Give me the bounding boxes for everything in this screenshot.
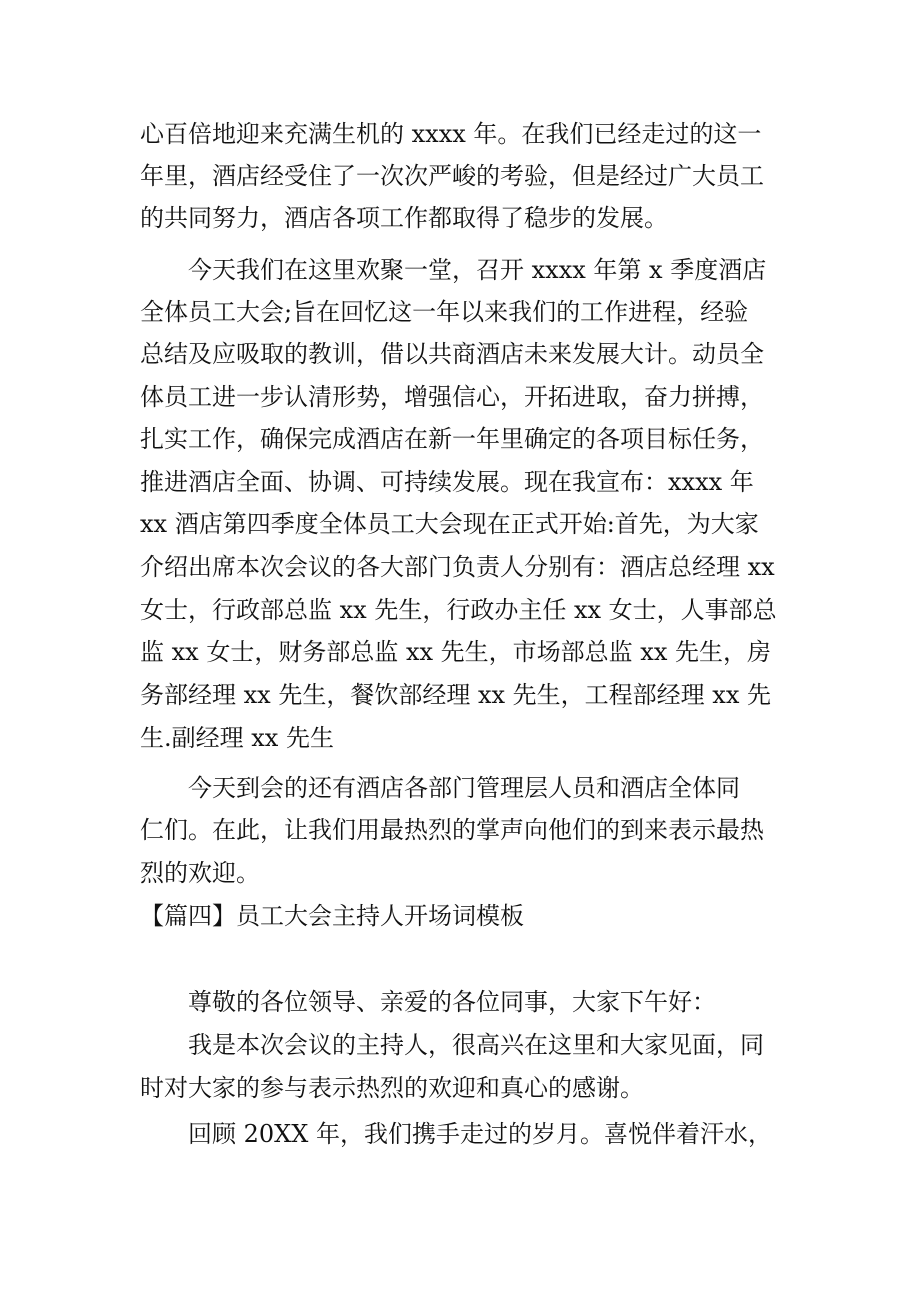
paragraph-3-line-1: 今天到会的还有酒店各部门管理层人员和酒店全体同 bbox=[188, 774, 740, 802]
paragraph-3-line-3: 烈的欢迎。 bbox=[140, 859, 260, 887]
paragraph-2-line-9: 女士，行政部总监 xx 先生，行政办主任 xx 女士，人事部总 bbox=[140, 596, 777, 624]
paragraph-2-line-3: 总结及应吸取的教训，借以共商酒店未来发展大计。动员全 bbox=[140, 340, 764, 368]
paragraph-1-line-3: 的共同努力，酒店各项工作都取得了稳步的发展。 bbox=[140, 204, 668, 232]
section-heading: 【篇四】员工大会主持人开场词模板 bbox=[140, 902, 524, 930]
paragraph-5-line-1: 回顾 20XX 年，我们携手走过的岁月。喜悦伴着汗水， bbox=[188, 1120, 772, 1148]
paragraph-2-line-11: 务部经理 xx 先生，餐饮部经理 xx 先生，工程部经理 xx 先 bbox=[140, 681, 771, 709]
paragraph-2-line-7: xx 酒店第四季度全体员工大会现在正式开始:首先，为大家 bbox=[140, 510, 759, 538]
paragraph-2-line-12: 生.副经理 xx 先生 bbox=[140, 724, 334, 752]
paragraph-2-line-6: 推进酒店全面、协调、可持续发展。现在我宣布：xxxx 年 bbox=[140, 468, 754, 496]
paragraph-3-line-2: 仁们。在此，让我们用最热烈的掌声向他们的到来表示最热 bbox=[140, 816, 764, 844]
paragraph-2-line-8: 介绍出席本次会议的各大部门负责人分别有：酒店总经理 xx bbox=[140, 553, 775, 581]
paragraph-2-line-10: 监 xx 女士，财务部总监 xx 先生，市场部总监 xx 先生，房 bbox=[140, 638, 771, 666]
paragraph-2-line-1: 今天我们在这里欢聚一堂，召开 xxxx 年第 x 季度酒店 bbox=[188, 256, 767, 284]
greeting: 尊敬的各位领导、亲爱的各位同事，大家下午好： bbox=[188, 988, 716, 1016]
paragraph-1-line-2: 年里，酒店经受住了一次次严峻的考验，但是经过广大员工 bbox=[140, 162, 764, 190]
paragraph-4-line-1: 我是本次会议的主持人，很高兴在这里和大家见面，同 bbox=[188, 1031, 764, 1059]
paragraph-1-line-1: 心百倍地迎来充满生机的 xxxx 年。在我们已经走过的这一 bbox=[140, 120, 762, 148]
paragraph-2-line-2: 全体员工大会;旨在回忆这一年以来我们的工作进程，经验 bbox=[140, 298, 749, 326]
paragraph-2-line-4: 体员工进一步认清形势，增强信心，开拓进取，奋力拼搏， bbox=[140, 383, 764, 411]
paragraph-4-line-2: 时对大家的参与表示热烈的欢迎和真心的感谢。 bbox=[140, 1074, 644, 1102]
paragraph-2-line-5: 扎实工作，确保完成酒店在新一年里确定的各项目标任务， bbox=[140, 425, 764, 453]
